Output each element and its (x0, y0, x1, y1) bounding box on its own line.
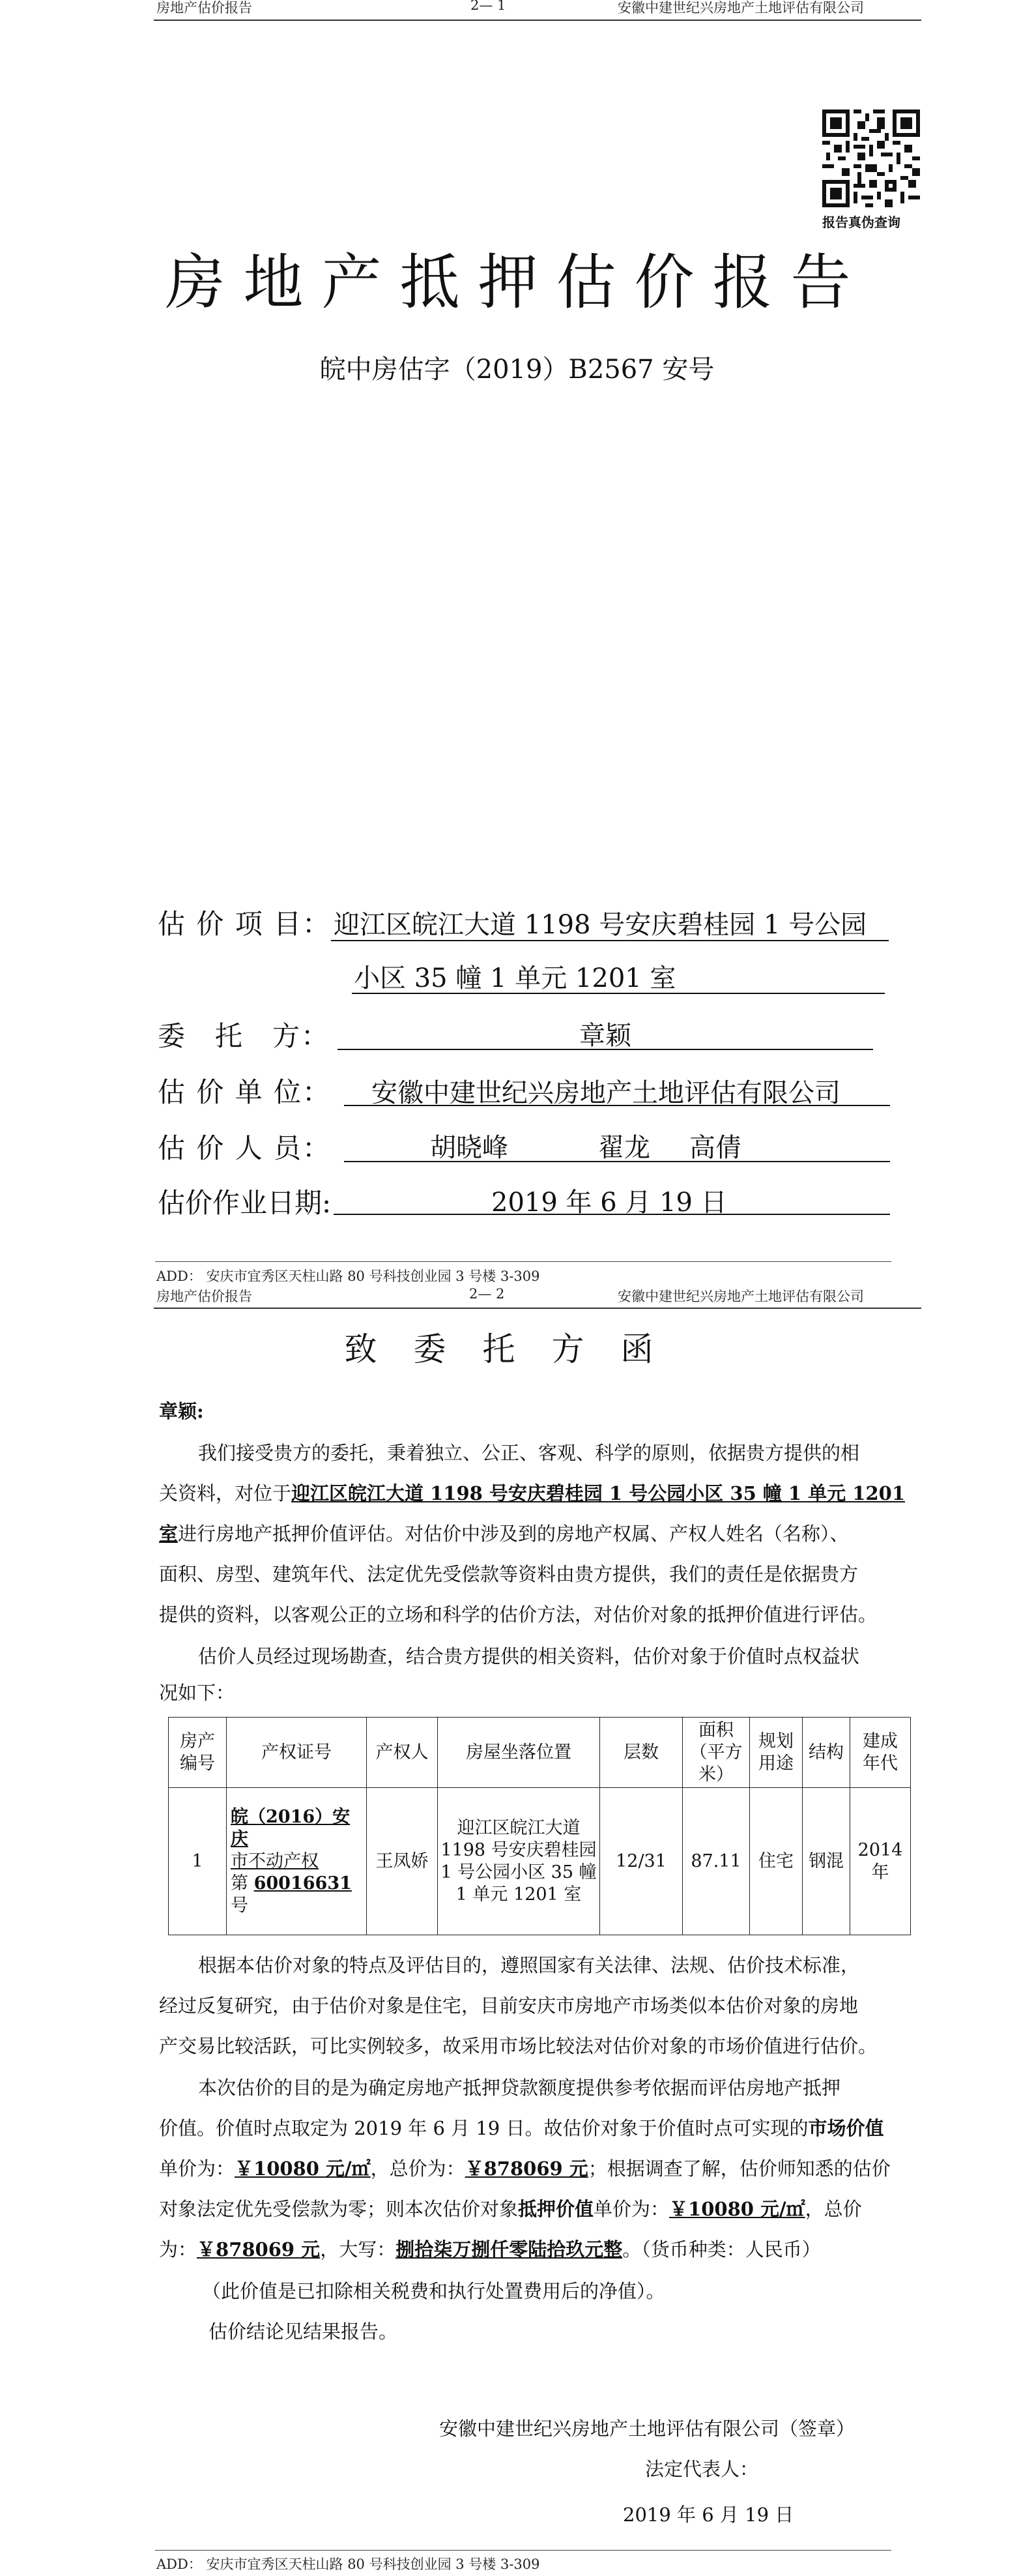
cell-usage: 住宅 (750, 1788, 803, 1935)
property-table (168, 1717, 911, 1935)
salutation: 章颖: (159, 1400, 204, 1422)
footer-rule (155, 2550, 891, 2551)
p1-line-b (159, 1473, 928, 1514)
client-value: 章颖 (579, 1021, 631, 1051)
project-underline-2 (352, 993, 885, 994)
project-label: 估 价 项 目： (158, 908, 332, 940)
header-right: 安徽中建世纪兴房地产土地评估有限公司 (618, 0, 864, 16)
cell-no: 1 (169, 1788, 227, 1935)
p2-line-a: 估价人员经过现场勘查，结合贵方提供的相关资料，估价对象于价值时点权益状 (198, 1645, 860, 1667)
p1-line-c (159, 1514, 928, 1554)
market-value-label: 市场价值 (808, 2117, 884, 2139)
report-title: 房地产抵押估价报告 (165, 248, 869, 317)
footer-address: ADD： 安庆市宜秀区天柱山路 80 号科技创业园 3 号楼 3-309 (156, 2556, 540, 2572)
p3-line-b: 经过反复研究，由于估价对象是住宅，目前安庆市房地产市场类似本估价对象的房地 (159, 1995, 859, 2017)
signature-date: 2019 年 6 月 19 日 (623, 2504, 794, 2526)
market-total-price: ￥878069 元 (465, 2158, 588, 2180)
unit-underline (344, 1105, 890, 1106)
unit-value: 安徽中建世纪兴房地产土地评估有限公司 (371, 1078, 840, 1108)
paragraph-2 (159, 1636, 928, 1709)
header-page-number: 2— 2 (469, 1286, 505, 1302)
p2-line-b: 况如下： (159, 1682, 235, 1704)
cell-structure: 钢混 (803, 1788, 850, 1935)
client-underline (337, 1049, 873, 1050)
mortgage-value-label: 抵押价值 (518, 2198, 594, 2220)
p1-c-text: 进行房地产抵押价值评估。对估价中涉及到的房地产权属、产权人姓名（名称）、 (178, 1523, 849, 1545)
person-underline (344, 1161, 890, 1162)
th-no: 房产 编号 (169, 1718, 227, 1788)
p1-line-d: 面积、房型、建筑年代、法定优先受偿款等资料由贵方提供，我们的责任是依据贵方 (159, 1563, 859, 1585)
p4-line-c: 单价为：￥10080 元/㎡，总价为：￥878069 元；根据调查了解，估价师知悉的估价 (159, 2158, 891, 2180)
cell-year: 2014 年 (850, 1788, 911, 1935)
paragraph-4 (159, 2068, 928, 2270)
paragraph-5: （此价值是已扣除相关税费和执行处置费用后的净值）。 (202, 2280, 665, 2302)
paragraph-6: 估价结论见结果报告。 (208, 2320, 398, 2343)
th-structure: 结构 (803, 1718, 850, 1788)
p4-line-b: 价值。价值时点取定为 2019 年 6 月 19 日。故估价对象于价值时点可实现的市场价值 (159, 2117, 884, 2139)
qr-caption: 报告真伪查询 (822, 214, 900, 230)
document-number: 皖中房估字（2019）B2567 安号 (319, 355, 715, 385)
p4-line-e: 为：￥878069 元，大写：捌拾柒万捌仟零陆拾玖元整。（货币种类：人民币） (159, 2238, 821, 2261)
p1-b-text: 关资料，对位于 (159, 1482, 292, 1504)
p4-line-a: 本次估价的目的是为确定房地产抵押贷款额度提供参考依据而评估房地产抵押 (198, 2077, 841, 2099)
table-header-row (169, 1718, 911, 1788)
p1-line-a: 我们接受贵方的委托，秉着独立、公正、客观、科学的原则，依据贵方提供的相 (198, 1442, 860, 1464)
p3-line-a: 根据本估价对象的特点及评估目的，遵照国家有关法律、法规、估价技术标准， (198, 1954, 860, 1976)
cell-location: 迎江区皖江大道 1198 号安庆碧桂园 1 号公园小区 35 幢 1 单元 1201 室 (438, 1788, 600, 1935)
p1-c-address-end: 室 (159, 1523, 179, 1545)
date-value: 2019 年 6 月 19 日 (491, 1188, 727, 1218)
header-rule (154, 1308, 921, 1309)
paragraph-3 (159, 1945, 928, 2066)
header-page-number: 2— 1 (470, 0, 506, 13)
header-rule (154, 20, 921, 21)
mortgage-total-in-words: 捌拾柒万捌仟零陆拾玖元整 (395, 2238, 623, 2261)
mortgage-total-price: ￥878069 元 (197, 2238, 321, 2261)
th-floors: 层数 (600, 1718, 683, 1788)
cell-cert: 皖（2016）安庆 市不动产权 第 60016631 号 (227, 1788, 367, 1935)
table-row (169, 1788, 911, 1935)
signature-representative: 法定代表人： (645, 2458, 759, 2480)
cell-owner: 王凤娇 (367, 1788, 438, 1935)
p3-line-c: 产交易比较活跃，可比实例较多，故采用市场比较法对估价对象的市场价值进行估价。 (159, 2035, 878, 2057)
th-owner: 产权人 (367, 1718, 438, 1788)
person-3: 高倩 (689, 1133, 741, 1163)
footer-rule (155, 1261, 891, 1262)
unit-label: 估 价 单 位： (158, 1076, 332, 1108)
p1-line-e: 提供的资料，以客观公正的立场和科学的估价方法，对估价对象的抵押价值进行评估。 (159, 1603, 878, 1626)
project-value-line-1: 迎江区皖江大道 1198 号安庆碧桂园 1 号公园 (334, 910, 867, 940)
cell-floors: 12/31 (600, 1788, 683, 1935)
th-usage: 规划 用途 (750, 1718, 803, 1788)
header-right: 安徽中建世纪兴房地产土地评估有限公司 (618, 1289, 864, 1304)
p4-line-d: 对象法定优先受偿款为零；则本次估价对象抵押价值单价为：￥10080 元/㎡，总价 (159, 2198, 862, 2220)
qr-code-icon[interactable] (822, 110, 920, 207)
person-2: 翟龙 (598, 1133, 650, 1163)
header-left: 房地产估价报告 (156, 0, 252, 16)
date-underline (334, 1214, 890, 1215)
signature-company: 安徽中建世纪兴房地产土地评估有限公司（签章） (439, 2418, 855, 2440)
letter-title: 致委托方函 (344, 1330, 690, 1368)
p1-b-address: 迎江区皖江大道 1198 号安庆碧桂园 1 号公园小区 35 幢 1 单元 1201 (291, 1482, 906, 1504)
market-unit-price: ￥10080 元/㎡ (235, 2158, 371, 2180)
th-location: 房屋坐落位置 (438, 1718, 600, 1788)
cell-area: 87.11 (683, 1788, 750, 1935)
th-year: 建成 年代 (850, 1718, 911, 1788)
mortgage-unit-price: ￥10080 元/㎡ (669, 2198, 805, 2220)
th-area: 面积 （平方 米） (683, 1718, 750, 1788)
client-label: 委 托 方： (158, 1020, 330, 1052)
person-1: 胡晓峰 (430, 1133, 508, 1163)
project-underline-1 (331, 940, 889, 941)
th-cert: 产权证号 (227, 1718, 367, 1788)
footer-address: ADD： 安庆市宜秀区天柱山路 80 号科技创业园 3 号楼 3-309 (156, 1268, 540, 1284)
date-label: 估价作业日期: (158, 1187, 332, 1219)
paragraph-1 (159, 1433, 928, 1635)
project-value-line-2: 小区 35 幢 1 单元 1201 室 (354, 963, 676, 993)
person-label: 估 价 人 员： (158, 1132, 332, 1164)
header-left: 房地产估价报告 (156, 1289, 252, 1304)
